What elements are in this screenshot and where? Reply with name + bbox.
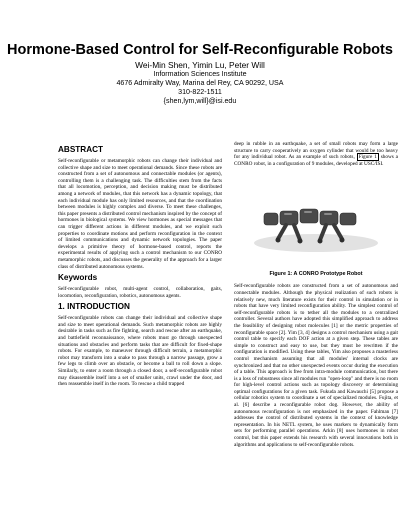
email: {shen,lym,will}@isi.edu xyxy=(163,96,237,105)
left-column xyxy=(58,145,222,388)
intro-continuation xyxy=(234,141,398,167)
right-column xyxy=(234,141,398,448)
conro-robot-photo xyxy=(234,173,398,269)
right-paragraph-2: Self-reconfigurable robots are constructed from a set of autonomous and connectable modules. Although the physical realization of such robots is relatively new, much literature exists for their control in simulation or in robots that have very limited reconfiguration ability. The simplest control of self-reconfigurable robots is to tether all the modules to a centralized controller. Several authors have adopted this simplified approach to address the feasibility of designing robot molecules [1] or the metric properties of reconfigurable space [2]. Yim [3, 4] designs a control mechanism using a gait control table to specify each DOF action at a given step. These tables are simple to construct and easy to use, but they must be rewritten if the configuration is modified. Using these tables, Yim also proposes a masterless control mechanism assuming that all modules' internal clocks are synchronized and that no other unexpected events occur during the execution of a table. This approach is free from intra-module communication, but there is a loss of robustness since all modules run "open-loop" and there is no room for high-level control actions such as topology discovery or determining optimal configurations for a given task. Fukuda and Kawauchi [5] propose a cellular robotics system to coordinate a set of specialized modules. Fujita, et al. [6] describe a reconfigurable robot dog. However, the ability of autonomous reconfiguration is not emphasized in the paper. Fahlman [7] addresses the control of distributed systems in the context of knowledge representation. In his NETL system, he uses markers to dynamically form sets for performing parallel operations. Arkin [8] uses hormones in robot control, but this paper extends his research with several innovations both in algorithms and applications to self-reconfigurable robots. xyxy=(234,283,398,448)
paper-title: Hormone-Based Control for Self-Reconfigurable Robots xyxy=(7,42,393,58)
introduction-heading: 1. INTRODUCTION xyxy=(58,302,130,312)
author-block xyxy=(0,60,400,106)
abstract-heading: ABSTRACT xyxy=(58,145,104,154)
keywords-heading: Keywords xyxy=(58,273,98,283)
address: 4676 Admiralty Way, Marina del Rey, CA 90292, USA xyxy=(116,78,284,87)
figure-1-image xyxy=(234,173,398,269)
figure-1-link[interactable]: Figure 1 xyxy=(358,154,377,161)
figure-1-caption: Figure 1: A CONRO Prototype Robot xyxy=(269,271,363,278)
phone: 310-822-1511 xyxy=(178,87,222,96)
introduction-text: Self-reconfigurable robots can change their individual and collective shape and size to meet operational demands. Such metamorphic robots are highly desirable in tasks such as fire fighting, search and rescue after an earthquake, and battlefield reconnaissance, where robots must go through unexpected situations and obstacles and perform tasks that are difficult for fixed-shape robots. For example, to maneuver through difficult terrain, a metamorphic robot may transform into a snake to pass through a narrow passage, grow a few legs to climb over an obstacle, or become a ball to roll down a slope. Similarly, to enter a room through a closed door, a self-reconfigurable robot may disassemble itself into a set of smaller units, crawl under the door, and then reassemble itself in the room. To rescue a child trapped xyxy=(58,315,222,388)
author-names: Wei-Min Shen, Yimin Lu, Peter Will xyxy=(135,60,265,70)
abstract-text: Self-reconfigurable or metamorphic robots can change their individual and collective shape and size to meet operational demands. Since these robots are constructed from a set of autonomous and connectable modules (or agents), controlling them is a challenging task. The difficulties stem from the facts that all locomotion, perception, and decision making must be distributed among a network of modules, that this network has a dynamic topology, that each individual module has only limited resources, and that the coordination between modules is highly complex and diverse. To meet these challenges, this paper presents a distributed control mechanism inspired by the concept of hormones in biological systems. We view hormones as special messages that can trigger different actions in different modules, and we exploit such properties to coordinate motions and perform reconfiguration in the context of limited communications and dynamic network topologies. The paper develops a primitive theory of hormone-based control, reports the experimental results of applying such a control mechanism to our CONRO metamorphic robots, and discusses the generality of the approach for a larger class of distributed autonomous systems. xyxy=(58,158,222,270)
continuation-text-b: shows a CONRO robot, in a configuration of 9 modules, developed at USC/ISI. xyxy=(234,154,398,167)
continuation-text-a: deep in rubble in an earthquake, a set of small robots may form a large structure to carry cooperatively an oxygen cylinder that would be too heavy for any individual robot. As an example of such robots, xyxy=(234,141,398,161)
affiliation: Information Sciences Institute xyxy=(153,70,247,78)
keywords-text: Self-reconfigurable robot, multi-agent control, collaboration, gaits, locomotion, reconfiguration, robotics, autonomous agents. xyxy=(58,286,222,299)
